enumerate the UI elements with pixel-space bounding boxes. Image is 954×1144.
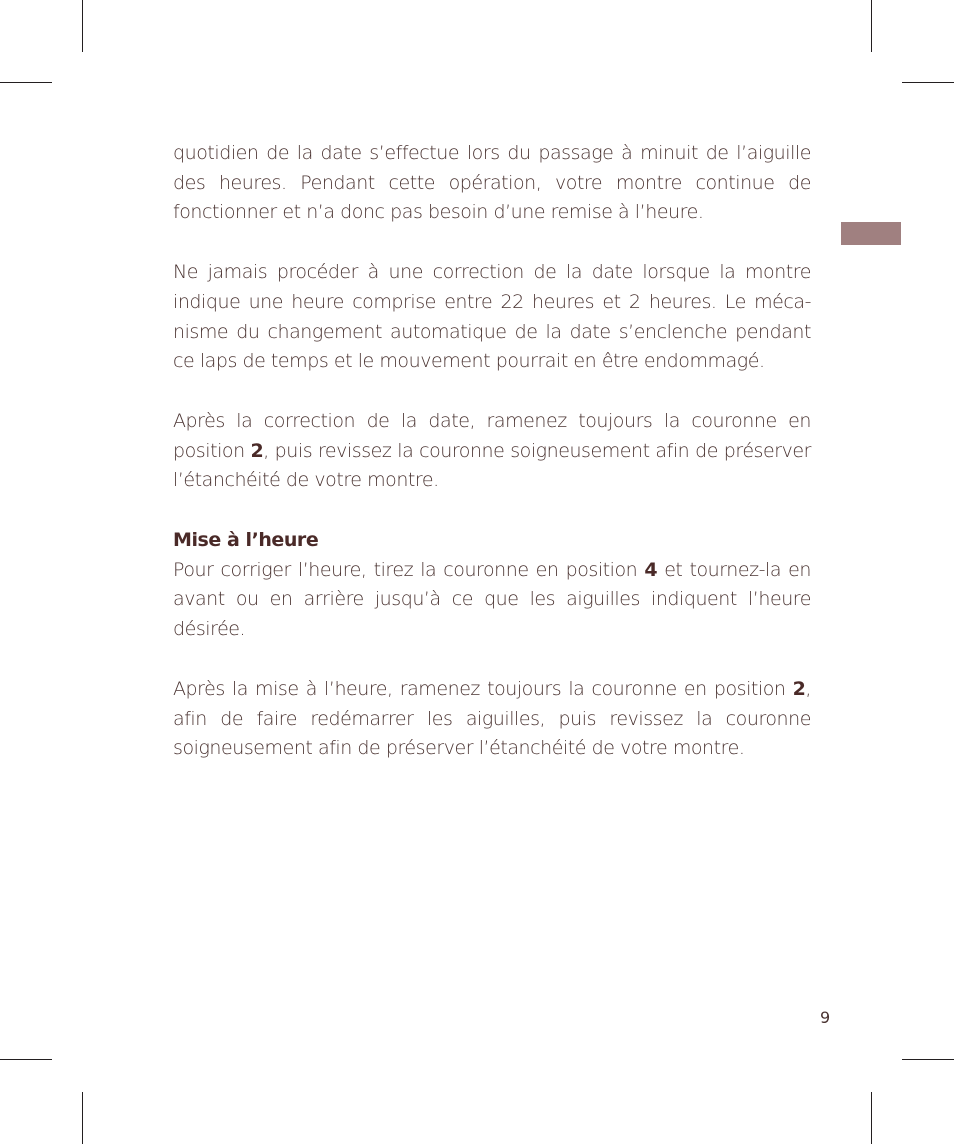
crop-mark-bottom-right-vertical [871,1092,872,1144]
crop-mark-bottom-left-horizontal [0,1059,52,1060]
crop-mark-top-right-vertical [871,0,872,52]
paragraph-text: , puis revissez la couronne soigneusement afin de préserver l’étanchéité de votre montre. [173,439,811,492]
crop-mark-top-left-vertical [82,0,83,52]
position-number: 2 [792,677,806,700]
paragraph-text: et tournez-la en avant ou en arrière jusqu’à ce que les aiguilles indiquent l’heure désirée. [173,558,811,641]
position-number: 4 [644,558,658,581]
crop-mark-top-left-horizontal [0,82,52,83]
paragraph-text: Pour corriger l’heure, tirez la couronne en position [173,558,645,581]
paragraph-after-date-correction [173,407,811,496]
paragraph-text: Ne jamais procéder à une correction de la date lorsque la montre indique une heure comprise entre 22 heures et 2 heures. Le méca-nisme du changement automatique de la date s’enclenche pendant ce laps de temps et le mouvement pourrait en être endommagé. [173,261,811,373]
section-heading-time-setting: Mise à l’heure [173,529,319,552]
paragraph-time-setting [173,556,811,645]
paragraph-date-change [173,139,811,228]
paragraph-text: Après la mise à l’heure, ramenez toujours la couronne en position [173,677,793,700]
page-content [173,139,811,794]
page-number: 9 [820,1008,831,1027]
paragraph-text: , afin de faire redémarrer les aiguilles, puis revissez la couronne soigneusement afin de préserver l’étanchéité de votre montre. [173,677,811,760]
crop-mark-top-right-horizontal [902,82,954,83]
section-tab-marker [841,222,901,245]
crop-mark-bottom-left-vertical [82,1092,83,1144]
paragraph-text: Après la correction de la date, ramenez toujours la couronne en position [173,409,811,462]
paragraph-after-time-setting [173,675,811,764]
paragraph-date-warning [173,258,811,377]
position-number: 2 [250,439,264,462]
crop-mark-bottom-right-horizontal [902,1059,954,1060]
paragraph-text: quotidien de la date s’effectue lors du passage à minuit de l’aiguille des heures. Pendant cette opération, votre montre continue de fonctionner et n’a donc pas besoin d’une remise à l’heure. [173,142,811,224]
